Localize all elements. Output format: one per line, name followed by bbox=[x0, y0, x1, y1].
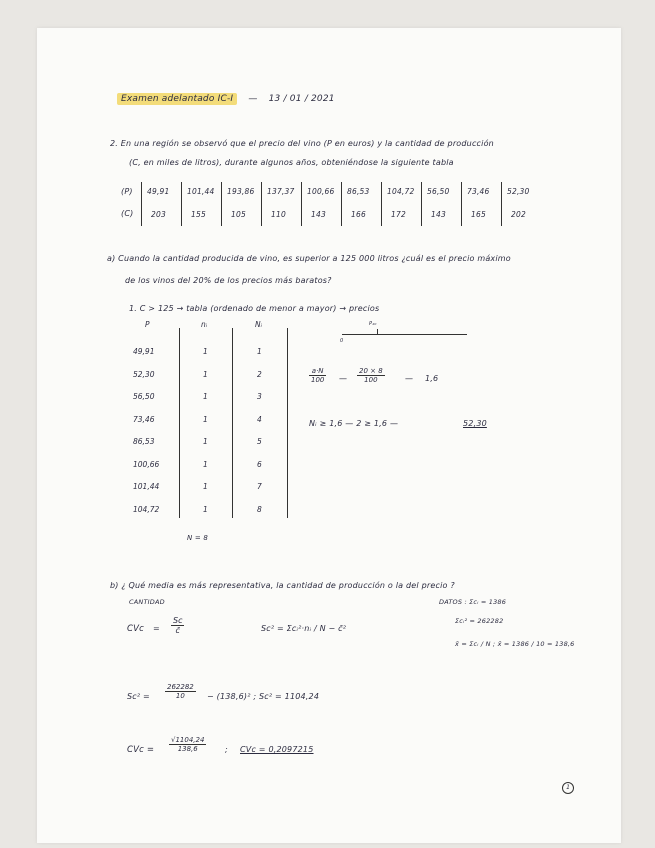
price-cell: 73,46 bbox=[467, 187, 490, 196]
price-cell: 52,30 bbox=[507, 187, 530, 196]
quantity-cell: 165 bbox=[471, 210, 486, 219]
cv-final-num: √1104,24 bbox=[171, 736, 205, 744]
p-value: 101,44 bbox=[133, 482, 160, 491]
n-total: N = 8 bbox=[187, 534, 209, 542]
cv-num: Sc bbox=[173, 616, 183, 625]
quantity-cell: 172 bbox=[391, 210, 406, 219]
calc-right-den: 100 bbox=[364, 376, 378, 384]
p-value: 86,53 bbox=[133, 437, 155, 446]
quantity-cell: 105 bbox=[231, 210, 246, 219]
ni-value: 1 bbox=[203, 459, 208, 469]
table-column-divider bbox=[141, 182, 142, 226]
row-c-label: (C) bbox=[121, 209, 134, 218]
cantidad-label: CANTIDAD bbox=[129, 598, 165, 606]
variance-rest: − (138,6)² ; Sc² = 1104,24 bbox=[207, 692, 320, 701]
price-cell: 49,91 bbox=[147, 187, 170, 196]
Ni-value: 3 bbox=[257, 392, 262, 401]
table-column-divider bbox=[301, 182, 302, 226]
quantity-cell: 155 bbox=[191, 210, 206, 219]
p-value: 52,30 bbox=[133, 369, 155, 379]
variance-num: 262282 bbox=[167, 683, 194, 691]
exam-page bbox=[37, 28, 621, 843]
calc-arrow-2: — bbox=[405, 374, 414, 383]
table-column-divider bbox=[181, 182, 182, 226]
quantity-cell: 143 bbox=[311, 210, 326, 219]
calc-arrow-1: — bbox=[339, 374, 348, 383]
p-value: 73,46 bbox=[133, 414, 155, 424]
cv-final-result: CVc = 0,2097215 bbox=[240, 745, 314, 754]
quantity-cell: 166 bbox=[351, 210, 366, 219]
col-header-Ni: Nᵢ bbox=[255, 320, 262, 329]
variance-formula: Sc² = Σcᵢ²·nᵢ / N − c̄² bbox=[261, 624, 347, 633]
ni-value: 1 bbox=[203, 504, 208, 514]
cv-final-den: 138,6 bbox=[177, 745, 198, 753]
ni-value: 1 bbox=[203, 392, 208, 401]
price-cell: 104,72 bbox=[387, 187, 415, 196]
calc-left-fraction bbox=[309, 367, 326, 384]
table-column-divider bbox=[501, 182, 502, 226]
Ni-value: 7 bbox=[257, 482, 262, 491]
table-column-divider bbox=[221, 182, 222, 226]
price-cell: 56,50 bbox=[427, 187, 450, 196]
cv-den: c̄ bbox=[175, 626, 180, 635]
p-value: 100,66 bbox=[133, 459, 160, 469]
cv-final-lhs: CVc = bbox=[127, 745, 155, 755]
cv-final-fraction bbox=[169, 736, 206, 753]
calc-right-fraction bbox=[357, 367, 385, 384]
calc-result: 1,6 bbox=[425, 374, 439, 383]
datos-sum: DATOS : Σcᵢ = 1386 bbox=[439, 598, 507, 606]
quantity-cell: 203 bbox=[151, 210, 166, 219]
p-column bbox=[133, 341, 159, 521]
p20-answer: 52,30 bbox=[463, 419, 487, 428]
table-divider-2 bbox=[232, 328, 233, 518]
part-a-step1: 1. C > 125 → tabla (ordenado de menor a mayor) → precios bbox=[129, 304, 380, 313]
axis-zero: 0 bbox=[340, 338, 344, 344]
Ni-value: 6 bbox=[257, 459, 262, 469]
table-divider-1 bbox=[179, 328, 180, 518]
variance-lhs: Sc² = bbox=[127, 692, 150, 701]
exam-title bbox=[117, 94, 335, 104]
variance-den: 10 bbox=[175, 692, 185, 700]
page-number: 1 bbox=[562, 782, 574, 794]
axis-tick bbox=[377, 329, 378, 335]
quantity-cell: 110 bbox=[271, 210, 286, 219]
calc-left-num: a·N bbox=[309, 367, 326, 376]
axis-p20-label: P₂₀ bbox=[369, 321, 377, 327]
ni-value: 1 bbox=[203, 414, 208, 424]
variance-fraction bbox=[165, 683, 196, 700]
ni-value: 1 bbox=[203, 437, 208, 446]
cv-fraction bbox=[171, 616, 184, 635]
part-a-line2: de los vinos del 20% de los precios más baratos? bbox=[125, 276, 332, 285]
table-divider-3 bbox=[287, 328, 288, 518]
p-value: 49,91 bbox=[133, 347, 155, 356]
Ni-column bbox=[257, 341, 262, 521]
Ni-value: 2 bbox=[257, 369, 262, 379]
part-b-line1: b) ¿ Qué media es más representativa, la cantidad de producción o la del precio ? bbox=[110, 581, 455, 590]
title-dash: — bbox=[248, 94, 258, 104]
quantity-cell: 202 bbox=[511, 210, 526, 219]
cv-equals: = bbox=[153, 624, 160, 633]
table-column-divider bbox=[381, 182, 382, 226]
table-column-divider bbox=[461, 182, 462, 226]
axis-line bbox=[342, 334, 467, 335]
exam-date: 13 / 01 / 2021 bbox=[268, 94, 335, 104]
price-cell: 193,86 bbox=[227, 187, 255, 196]
ni-value: 1 bbox=[203, 369, 208, 379]
col-header-p: P bbox=[145, 320, 150, 329]
quantity-cell: 143 bbox=[431, 210, 446, 219]
ni-value: 1 bbox=[203, 482, 208, 491]
Ni-value: 8 bbox=[257, 504, 262, 514]
col-header-ni: nᵢ bbox=[201, 320, 208, 329]
price-cell: 137,37 bbox=[267, 187, 295, 196]
problem2-line2: (C, en miles de litros), durante algunos años, obteniéndose la siguiente tabla bbox=[129, 158, 454, 167]
price-cell: 101,44 bbox=[187, 187, 215, 196]
ni-condition: Nᵢ ≥ 1,6 — 2 ≥ 1,6 — bbox=[309, 419, 399, 428]
p-value: 56,50 bbox=[133, 392, 155, 401]
table-column-divider bbox=[341, 182, 342, 226]
table-column-divider bbox=[421, 182, 422, 226]
cv-lhs: CVc bbox=[127, 624, 145, 634]
part-a-line1: a) Cuando la cantidad producida de vino, es superior a 125 000 litros ¿cuál es el precio máximo bbox=[107, 254, 511, 263]
price-cell: 86,53 bbox=[347, 187, 370, 196]
Ni-value: 5 bbox=[257, 437, 262, 446]
cv-semicolon: ; bbox=[225, 745, 228, 754]
table-column-divider bbox=[261, 182, 262, 226]
p-value: 104,72 bbox=[133, 504, 160, 514]
price-quantity-table bbox=[119, 182, 549, 227]
ni-value: 1 bbox=[203, 347, 208, 356]
ni-column bbox=[203, 341, 208, 521]
title-highlight: Examen adelantado IC-I bbox=[117, 93, 237, 105]
calc-right-num: 20 × 8 bbox=[359, 367, 383, 375]
datos-sum-squares: Σcᵢ² = 262282 bbox=[455, 617, 504, 625]
price-cell: 100,66 bbox=[307, 187, 335, 196]
row-p-label: (P) bbox=[121, 187, 133, 196]
Ni-value: 4 bbox=[257, 414, 262, 424]
datos-mean: x̄ = Σcᵢ / N ; x̄ = 1386 / 10 = 138,6 bbox=[455, 640, 575, 648]
calc-left-den: 100 bbox=[311, 376, 325, 384]
Ni-value: 1 bbox=[257, 347, 262, 356]
problem2-line1: 2. En una región se observó que el precio del vino (P en euros) y la cantidad de producción bbox=[110, 139, 494, 148]
